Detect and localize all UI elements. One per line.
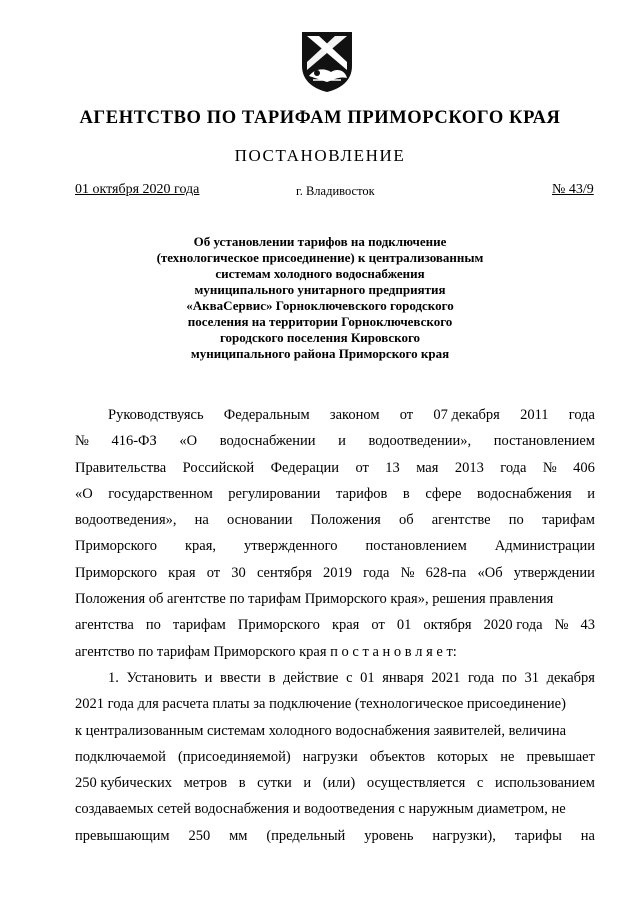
body-text-fragment: и <box>204 669 213 686</box>
body-text-fragment: по <box>508 512 524 529</box>
body-text-fragment: тарифам <box>541 512 595 529</box>
body-text-fragment: года <box>568 407 595 423</box>
body-text-fragment: «О <box>75 485 93 502</box>
document-type: ПОСТАНОВЛЕНИЕ <box>234 146 406 165</box>
body-text-fragment: 2013 <box>454 459 484 476</box>
body-text-fragment: об <box>398 512 414 529</box>
body-line <box>75 507 595 533</box>
body-text-fragment: № <box>554 617 569 634</box>
body-text-fragment: уровень <box>364 827 414 844</box>
body-line <box>75 691 595 717</box>
body-text-fragment: Приморского <box>75 564 157 581</box>
body-text-fragment: 2019 <box>323 564 353 581</box>
body-text-fragment: в <box>238 775 246 792</box>
body-text-fragment: сфере <box>425 485 462 502</box>
body-text-fragment: по <box>501 669 517 686</box>
body-text-fragment: с <box>346 669 353 686</box>
title-line: (технологическое присоединение) к централизованным <box>156 250 484 265</box>
body-text-fragment: и <box>338 433 346 450</box>
body-text-fragment: № <box>542 459 557 476</box>
body-text-fragment: 13 <box>385 459 400 476</box>
body-text-fragment: года <box>363 564 390 581</box>
body-text-fragment: 43 <box>580 617 595 634</box>
body-line <box>75 428 595 454</box>
body-text-fragment: октября <box>423 617 472 634</box>
body-text-fragment: Федерации <box>270 459 340 476</box>
body-line <box>75 796 595 822</box>
body-text-fragment: года <box>500 459 527 476</box>
body-text-fragment: 2021 <box>431 669 461 686</box>
body-text-fragment: и <box>587 485 595 502</box>
body-text-fragment: утверждении <box>513 564 595 581</box>
body-text-fragment: к централизованным системам холодного водоснабжения заявителей, величина <box>75 722 567 739</box>
body-text-fragment: края <box>331 617 360 634</box>
title-line: муниципального унитарного предприятия <box>194 282 446 297</box>
title-line: «АкваСервис» Горноключевского городского <box>186 298 454 313</box>
body-text-fragment: и <box>303 775 312 792</box>
body-text-fragment: «Об <box>477 564 503 581</box>
body-text-fragment: метров <box>183 775 228 792</box>
body-text-fragment: основании <box>227 512 293 529</box>
body-text-fragment: № <box>400 564 415 581</box>
title-line: муниципального района Приморского края <box>190 346 450 361</box>
body-text-fragment: постановлением <box>365 538 467 555</box>
body-text-fragment: края <box>168 564 196 581</box>
body-text-fragment: 01 <box>360 669 375 686</box>
body-text-fragment: агентстве <box>431 512 491 529</box>
body-text-fragment: регулировании <box>228 485 321 502</box>
title-line: Об установлении тарифов на подключение <box>193 234 447 249</box>
document-body <box>75 402 595 849</box>
body-text-fragment: нагрузки), <box>432 827 496 844</box>
body-text-fragment: тарифам <box>172 617 226 634</box>
body-line <box>75 402 595 428</box>
body-text-fragment: от <box>371 617 385 634</box>
body-line <box>75 665 595 691</box>
body-text-fragment: не <box>500 748 515 765</box>
body-line <box>75 639 595 665</box>
body-text-fragment: превышает <box>526 748 595 765</box>
body-text-fragment: агентства <box>75 617 134 634</box>
body-text-fragment: государственном <box>108 485 213 502</box>
body-text-fragment: края, <box>185 538 217 555</box>
document-number: № 43/9 <box>552 182 594 197</box>
body-line <box>75 823 595 849</box>
body-text-fragment: Установить <box>126 669 197 686</box>
body-text-fragment: тарифы <box>514 827 562 844</box>
body-text-fragment: на <box>194 512 209 529</box>
body-text-fragment: законом <box>329 407 380 423</box>
body-text-fragment: 250 <box>188 827 211 844</box>
body-text-fragment: 2021 года для расчета платы за подключение (технологическое присоединение) <box>75 696 566 713</box>
body-text-fragment: 31 <box>524 669 539 686</box>
body-text-fragment: ввести <box>220 669 261 686</box>
body-text-fragment: утвержденного <box>244 538 338 555</box>
body-text-fragment: агентство по тарифам Приморского края п о с т а н о в л я е т: <box>75 643 457 660</box>
body-text-fragment: нагрузки <box>302 748 358 765</box>
body-text-fragment: мая <box>416 459 439 476</box>
body-text-fragment: на <box>580 827 595 844</box>
body-text-fragment: Положения об агентстве по тарифам Приморского края», решения правления <box>75 591 554 608</box>
title-line: городского поселения Кировского <box>219 330 421 345</box>
body-text-fragment: по <box>145 617 161 634</box>
body-text-fragment: января <box>382 669 424 686</box>
body-text-fragment: водоснабжении <box>219 433 316 450</box>
body-text-fragment: мм <box>229 827 248 844</box>
body-text-fragment: 250 кубических <box>75 775 172 792</box>
body-text-fragment: создаваемых сетей водоснабжения и водоотведения с наружным диаметром, не <box>75 801 566 818</box>
title-line: системам холодного водоснабжения <box>215 266 425 281</box>
body-text-fragment: Федеральным <box>223 407 310 423</box>
body-line <box>75 455 595 481</box>
body-text-fragment: Приморского <box>237 617 320 634</box>
body-text-fragment: которых <box>437 748 489 765</box>
body-line <box>75 560 595 586</box>
body-text-fragment: Приморского <box>75 538 157 555</box>
body-text-fragment: в <box>268 669 276 686</box>
body-text-fragment: подключаемой <box>75 748 166 765</box>
body-text-fragment: 2020 года <box>483 617 543 634</box>
body-line <box>75 718 595 744</box>
document-date: 01 октября 2020 года <box>75 182 200 197</box>
body-text-fragment: Правительства <box>75 459 167 476</box>
body-text-fragment: постановлением <box>493 433 595 450</box>
document-title <box>110 234 530 362</box>
body-text-fragment: водоотведения», <box>75 512 177 529</box>
body-text-fragment: водоснабжения <box>476 485 572 502</box>
body-text-fragment: «О <box>179 433 198 450</box>
body-text-fragment: 07 декабря <box>433 407 500 423</box>
body-text-fragment: № <box>75 433 89 450</box>
body-text-fragment: (предельный <box>266 827 346 844</box>
body-text-fragment: водоотведении», <box>368 433 472 450</box>
body-text-fragment: действие <box>283 669 339 686</box>
body-text-fragment: года <box>467 669 495 686</box>
body-text-fragment: в <box>402 485 410 502</box>
body-text-fragment: 416-ФЗ <box>111 433 157 450</box>
body-text-fragment: (или) <box>322 775 356 792</box>
body-text-fragment: использованием <box>494 775 595 792</box>
body-text-fragment: осуществляется <box>366 775 466 792</box>
body-text-fragment: Российской <box>182 459 255 476</box>
body-line <box>75 612 595 638</box>
body-text-fragment: 2011 <box>520 407 549 423</box>
body-line <box>75 744 595 770</box>
body-text-fragment: от <box>206 564 221 581</box>
body-text-fragment: от <box>399 407 414 423</box>
body-text-fragment: Руководствуясь <box>108 407 204 423</box>
coat-of-arms-icon <box>299 28 355 94</box>
body-text-fragment: превышающим <box>75 827 170 844</box>
body-text-fragment: (присоединяемой) <box>177 748 291 765</box>
body-line <box>75 481 595 507</box>
body-text-fragment: с <box>476 775 484 792</box>
body-text-fragment: Положения <box>310 512 381 529</box>
body-text-fragment: декабря <box>546 669 595 686</box>
body-line <box>75 586 595 612</box>
body-text-fragment: Администрации <box>494 538 595 555</box>
body-text-fragment: объектов <box>369 748 426 765</box>
body-line <box>75 770 595 796</box>
body-line <box>75 533 595 559</box>
title-line: поселения на территории Горноключевского <box>187 314 453 329</box>
body-text-fragment: сентября <box>256 564 312 581</box>
document-city: г. Владивосток <box>296 184 375 198</box>
body-text-fragment: 01 <box>396 617 412 634</box>
body-text-fragment: от <box>355 459 369 476</box>
body-text-fragment: 1. <box>108 669 119 686</box>
agency-name: АГЕНТСТВО ПО ТАРИФАМ ПРИМОРСКОГО КРАЯ <box>79 108 561 128</box>
body-text-fragment: 628-па <box>425 564 467 581</box>
body-text-fragment: тарифов <box>335 485 388 502</box>
body-text-fragment: сутки <box>257 775 292 792</box>
body-text-fragment: 406 <box>573 459 595 476</box>
body-text-fragment: 30 <box>231 564 246 581</box>
